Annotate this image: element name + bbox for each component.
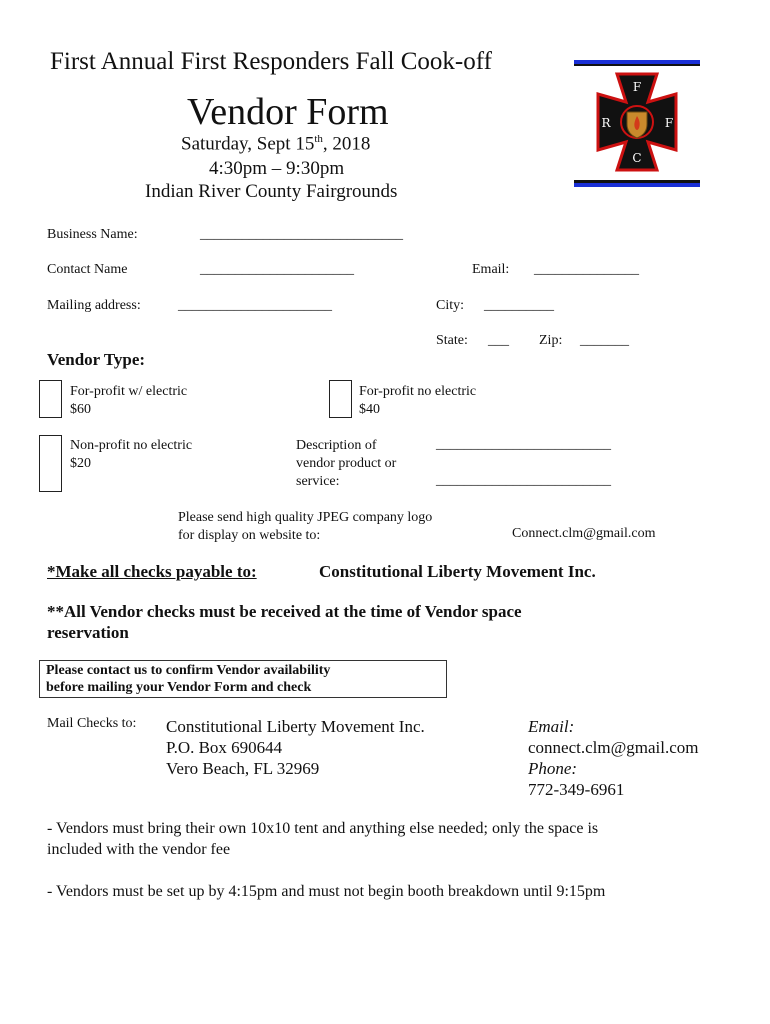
- logo-request-email[interactable]: Connect.clm@gmail.com: [512, 526, 656, 541]
- city-blank[interactable]: __________: [484, 298, 554, 313]
- mail-recipient-name: Constitutional Liberty Movement Inc.: [166, 717, 425, 736]
- business-name-label: Business Name:: [47, 227, 138, 242]
- notice-line2: before mailing your Vendor Form and check: [46, 680, 312, 695]
- logo-bottom-black-stripe: [574, 180, 700, 183]
- confirm-availability-notice: [39, 660, 447, 698]
- logo-letter-left: R: [601, 116, 611, 130]
- event-date: [181, 133, 370, 155]
- business-name-blank[interactable]: _____________________________: [200, 227, 403, 242]
- logo-request-text: [178, 509, 498, 545]
- checks-received-line1: **All Vendor checks must be received at the time of Vendor space: [47, 602, 522, 621]
- for-profit-no-electric-checkbox[interactable]: [329, 380, 352, 418]
- mailing-address-blank[interactable]: ______________________: [178, 298, 332, 313]
- non-profit-no-electric-option: [70, 437, 250, 473]
- contact-phone[interactable]: 772-349-6961: [528, 780, 625, 799]
- event-date-suffix-sup: th: [314, 133, 323, 145]
- for-profit-no-electric-label: For-profit no electric: [359, 384, 477, 399]
- event-venue: Indian River County Fairgrounds: [145, 181, 398, 202]
- event-date-main: Saturday, Sept 15: [181, 133, 315, 155]
- tent-rule: [47, 818, 747, 860]
- checks-payable-label: *Make all checks payable to:: [47, 562, 257, 581]
- email-blank[interactable]: _______________: [534, 262, 639, 277]
- non-profit-no-electric-checkbox[interactable]: [39, 435, 62, 492]
- mail-checks-label: Mail Checks to:: [47, 716, 137, 731]
- for-profit-electric-option: [70, 383, 250, 419]
- logo-letter-bottom: C: [632, 151, 642, 165]
- logo-request-line1: Please send high quality JPEG company logo: [178, 510, 433, 525]
- logo-top-black-stripe: [574, 64, 700, 66]
- contact-email-label: Email:: [528, 717, 575, 736]
- event-name: First Annual First Responders Fall Cook-off: [50, 48, 492, 75]
- event-date-year: , 2018: [322, 133, 371, 155]
- description-blank-line1[interactable]: _________________________: [436, 437, 611, 452]
- rfc-maltese-cross-logo: [572, 58, 702, 190]
- notice-line1: Please contact us to confirm Vendor availability: [46, 663, 331, 678]
- description-label-line2: vendor product or: [296, 456, 397, 471]
- setup-rule: - Vendors must be set up by 4:15pm and must not begin booth breakdown until 9:15pm: [47, 883, 606, 900]
- mail-city-state-zip: Vero Beach, FL 32969: [166, 759, 320, 778]
- contact-name-label: Contact Name: [47, 262, 128, 277]
- tent-rule-line1: - Vendors must bring their own 10x10 tent and anything else needed; only the space is: [47, 820, 599, 837]
- mail-po-box: P.O. Box 690644: [166, 738, 283, 757]
- for-profit-no-electric-price: $40: [359, 402, 380, 417]
- logo-top-blue-stripe: [574, 60, 700, 64]
- logo-bottom-blue-stripe: [574, 183, 700, 187]
- tent-rule-line2: included with the vendor fee: [47, 841, 231, 858]
- email-label: Email:: [472, 262, 510, 277]
- for-profit-no-electric-option: [359, 383, 539, 419]
- for-profit-electric-checkbox[interactable]: [39, 380, 62, 418]
- checks-payee: Constitutional Liberty Movement Inc.: [319, 562, 596, 581]
- logo-letter-top: F: [632, 80, 642, 94]
- contact-name-blank[interactable]: ______________________: [200, 262, 354, 277]
- description-label-line3: service:: [296, 474, 340, 489]
- contact-phone-label: Phone:: [528, 759, 578, 778]
- contact-email[interactable]: connect.clm@gmail.com: [528, 738, 699, 757]
- contact-block: [528, 716, 699, 800]
- city-label: City:: [436, 298, 465, 313]
- mailing-address-label: Mailing address:: [47, 298, 141, 313]
- state-blank[interactable]: ___: [488, 333, 509, 348]
- logo-letter-right: F: [664, 116, 674, 130]
- zip-blank[interactable]: _______: [580, 333, 629, 348]
- non-profit-no-electric-label: Non-profit no electric: [70, 438, 193, 453]
- form-title: Vendor Form: [187, 91, 389, 133]
- description-label-line1: Description of: [296, 438, 377, 453]
- event-time: 4:30pm – 9:30pm: [209, 158, 345, 179]
- mail-address-block: [166, 716, 425, 779]
- for-profit-electric-label: For-profit w/ electric: [70, 384, 188, 399]
- for-profit-electric-price: $60: [70, 402, 91, 417]
- checks-received-line2: reservation: [47, 623, 129, 642]
- non-profit-no-electric-price: $20: [70, 456, 91, 471]
- description-blank-line2[interactable]: _________________________: [436, 473, 611, 488]
- state-label: State:: [436, 333, 468, 348]
- logo-request-line2: for display on website to:: [178, 528, 321, 543]
- description-label: [296, 437, 436, 491]
- vendor-type-heading: Vendor Type:: [47, 350, 146, 369]
- zip-label: Zip:: [539, 333, 563, 348]
